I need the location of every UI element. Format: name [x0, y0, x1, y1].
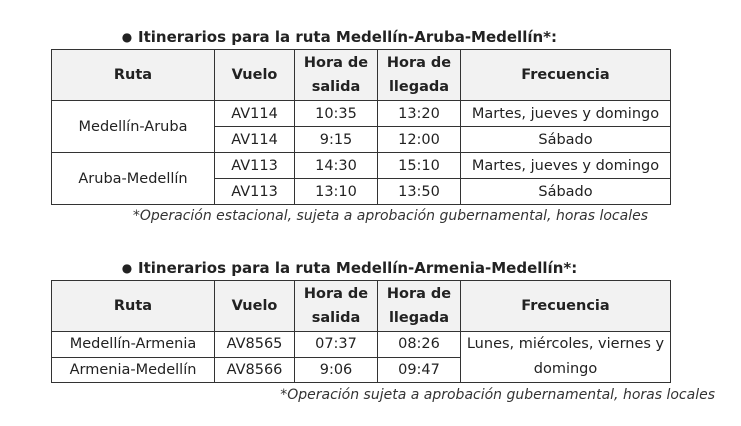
arrival-cell: 15:10 [378, 153, 461, 179]
frequency-cell: Martes, jueves y domingo [461, 153, 671, 179]
table-row [52, 101, 671, 127]
departure-cell: 9:06 [295, 357, 378, 383]
arrival-cell: 08:26 [378, 332, 461, 358]
header-salida: Hora de salida [295, 50, 378, 101]
table-row [52, 332, 671, 358]
section2-footnote: *Operación sujeta a aprobación gubernamental, horas locales [280, 387, 715, 403]
section2-heading [116, 258, 577, 278]
flight-cell: AV114 [215, 127, 295, 153]
arrival-cell: 13:20 [378, 101, 461, 127]
flight-cell: AV114 [215, 101, 295, 127]
route-cell: Aruba-Medellín [52, 153, 215, 205]
arrival-cell: 13:50 [378, 179, 461, 205]
departure-cell: 13:10 [295, 179, 378, 205]
bullet-icon: ● [121, 261, 133, 275]
departure-cell: 10:35 [295, 101, 378, 127]
departure-cell: 9:15 [295, 127, 378, 153]
header-llegada: Hora de llegada [378, 281, 461, 332]
table-header-row [52, 281, 671, 332]
departure-cell: 07:37 [295, 332, 378, 358]
route-cell: Medellín-Aruba [52, 101, 215, 153]
table-row [52, 153, 671, 179]
section1-heading-text: Itinerarios para la ruta Medellín-Aruba-Medellín*: [138, 28, 558, 46]
frequency-cell: Sábado [461, 179, 671, 205]
section1-heading [116, 27, 557, 47]
aruba-schedule-table [51, 49, 671, 205]
header-ruta: Ruta [52, 50, 215, 101]
header-frecuencia: Frecuencia [461, 50, 671, 101]
bullet-icon: ● [121, 30, 133, 44]
arrival-cell: 09:47 [378, 357, 461, 383]
section2-heading-text: Itinerarios para la ruta Medellín-Armenia-Medellín*: [138, 259, 578, 277]
departure-cell: 14:30 [295, 153, 378, 179]
flight-cell: AV8566 [215, 357, 295, 383]
header-salida: Hora de salida [295, 281, 378, 332]
header-vuelo: Vuelo [215, 281, 295, 332]
flight-cell: AV113 [215, 179, 295, 205]
frequency-cell: Sábado [461, 127, 671, 153]
table-header-row [52, 50, 671, 101]
flight-cell: AV113 [215, 153, 295, 179]
flight-cell: AV8565 [215, 332, 295, 358]
frequency-cell: Lunes, miércoles, viernes y domingo [461, 332, 671, 383]
header-ruta: Ruta [52, 281, 215, 332]
frequency-cell: Martes, jueves y domingo [461, 101, 671, 127]
header-llegada: Hora de llegada [378, 50, 461, 101]
armenia-schedule-table [51, 280, 671, 383]
section1-footnote: *Operación estacional, sujeta a aprobación gubernamental, horas locales [132, 208, 648, 224]
route-cell: Medellín-Armenia [52, 332, 215, 358]
header-vuelo: Vuelo [215, 50, 295, 101]
route-cell: Armenia-Medellín [52, 357, 215, 383]
arrival-cell: 12:00 [378, 127, 461, 153]
header-frecuencia: Frecuencia [461, 281, 671, 332]
